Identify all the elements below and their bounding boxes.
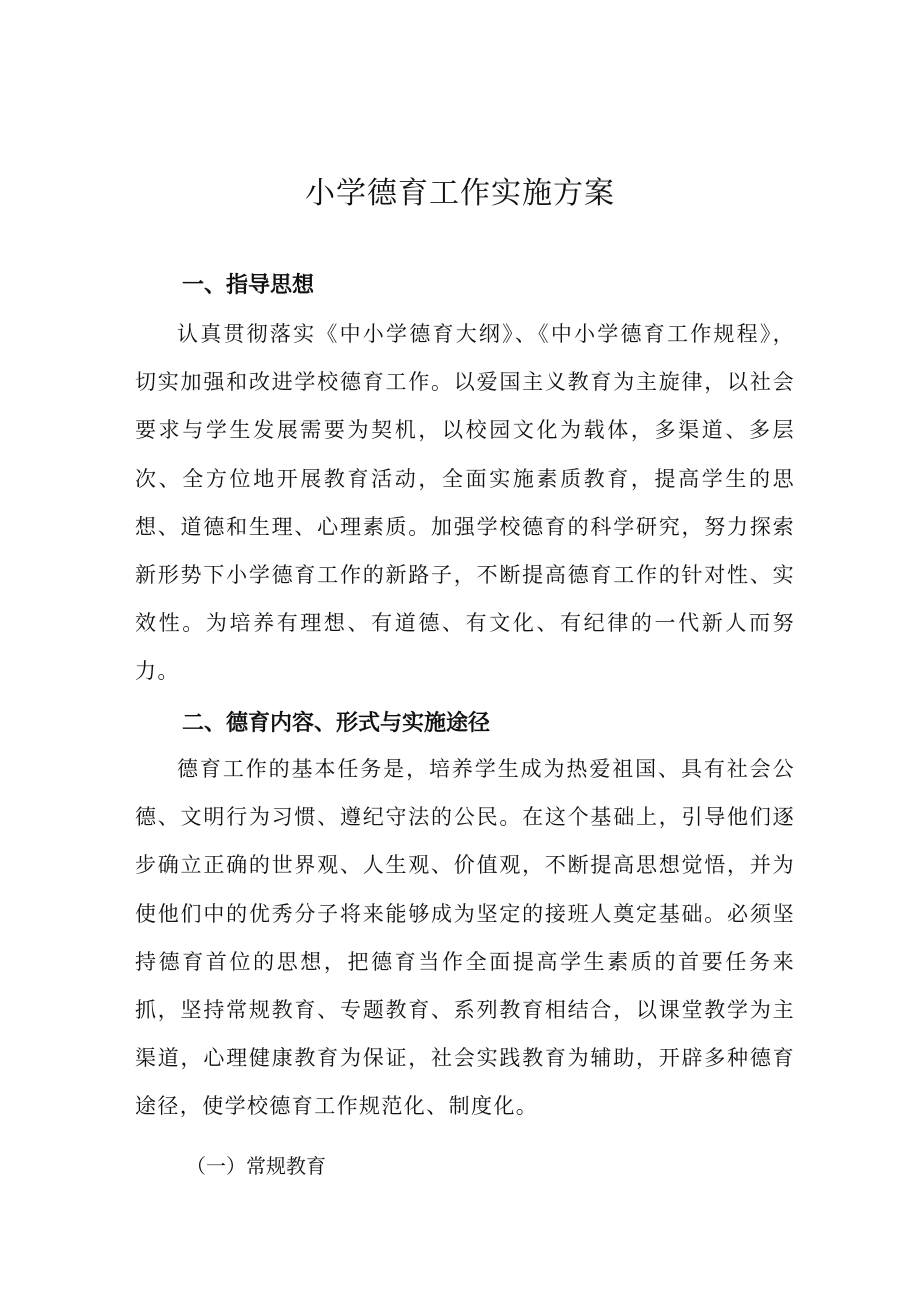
section-paragraph-content-forms: 德育工作的基本任务是，培养学生成为热爱祖国、具有社会公德、文明行为习惯、遵纪守法的公民。在这个基础上，引导他们逐步确立正确的世界观、人生观、价值观，不断提高思想觉悟，并为使他们中的优秀分子将来能够成为坚定的接班人奠定基础。必须坚持德育首位的思想，把德育当作全面提高学生素质的首要任务来抓，坚持常规教育、专题教育、系列教育相结合，以课堂教学为主渠道，心理健康教育为保证，社会实践教育为辅助，开辟多种德育途径，使学校德育工作规范化、制度化。 (135, 757, 795, 1119)
section-paragraph-guiding-ideology: 认真贯彻落实《中小学德育大纲》、《中小学德育工作规程》，切实加强和改进学校德育工作。以爱国主义教育为主旋律，以社会要求与学生发展需要为契机，以校园文化为载体，多渠道、多层次、全方位地开展教育活动，全面实施素质教育，提高学生的思想、道德和生理、心理素质。加强学校德育的科学研究，努力探索新形势下小学德育工作的新路子，不断提高德育工作的针对性、实效性。为培养有理想、有道德、有文化、有纪律的一代新人而努力。 (135, 322, 795, 684)
section-heading-guiding-ideology: 一、指导思想 (182, 273, 315, 298)
section-heading-content-forms: 二、德育内容、形式与实施途径 (182, 711, 491, 736)
subsection-heading-routine-education: （一）常规教育 (186, 1154, 326, 1178)
document-title: 小学德育工作实施方案 (305, 176, 615, 211)
